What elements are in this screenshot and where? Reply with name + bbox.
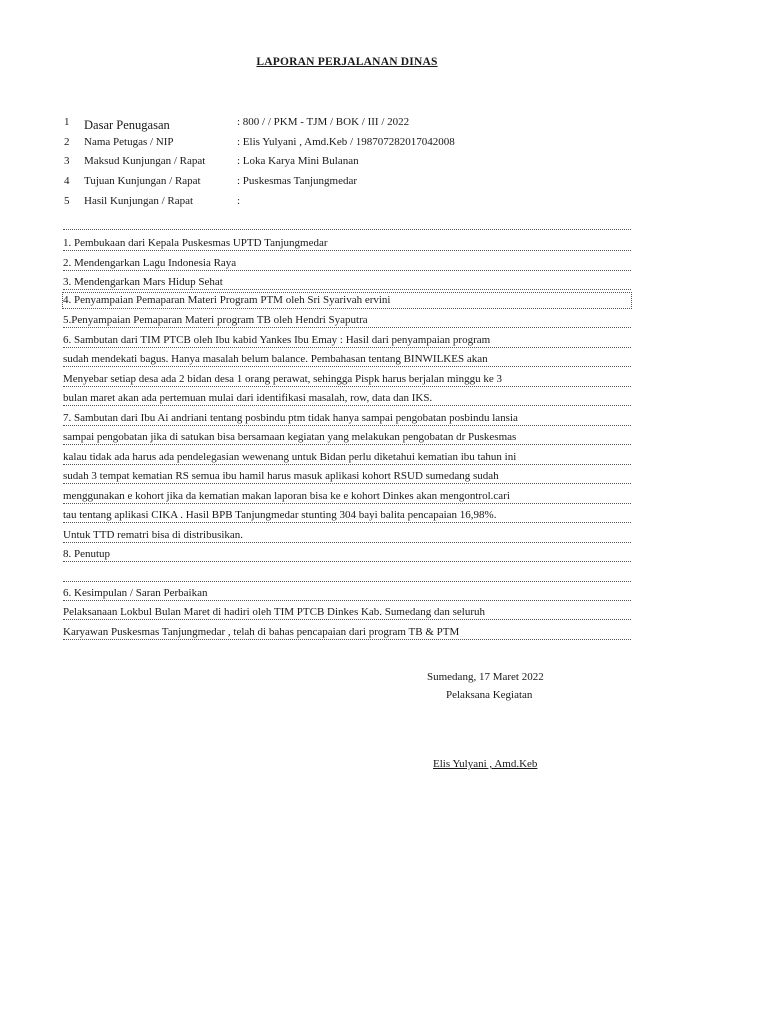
row-number: 4 bbox=[64, 175, 70, 187]
report-line: Pelaksanaan Lokbul Bulan Maret di hadiri oleh TIM PTCB Dinkes Kab. Sumedang dan seluruh bbox=[63, 605, 631, 620]
report-line: kalau tidak ada harus ada pendelegasian wewenang untuk Bidan perlu diketahui kematian ibu tahun ini bbox=[63, 450, 631, 465]
row-value: : Loka Karya Mini Bulanan bbox=[237, 155, 359, 167]
row-number: 5 bbox=[64, 195, 70, 207]
row-value: : 800 / / PKM - TJM / BOK / III / 2022 bbox=[237, 116, 410, 128]
report-line: 6. Sambutan dari TIM PTCB oleh Ibu kabid Yankes Ibu Emay : Hasil dari penyampaian program bbox=[63, 333, 631, 348]
report-line-boxed: 4. Penyampaian Pemaparan Materi Program PTM oleh Sri Syarivah ervini bbox=[62, 292, 632, 309]
report-line: 8. Penutup bbox=[63, 547, 631, 562]
report-line: sampai pengobatan jika di satukan bisa bersamaan kegiatan yang melakukan pengobatan dr Puskesmas bbox=[63, 430, 631, 445]
report-line-empty bbox=[63, 567, 631, 582]
report-line: 6. Kesimpulan / Saran Perbaikan bbox=[63, 586, 631, 601]
row-number: 3 bbox=[64, 155, 70, 167]
dotted-separator bbox=[63, 229, 631, 230]
report-line: 5.Penyampaian Pemaparan Materi program TB oleh Hendri Syaputra bbox=[63, 313, 631, 328]
report-line: 7. Sambutan dari Ibu Ai andriani tentang posbindu ptm tidak hanya sampai pengobatan posbindu lansia bbox=[63, 411, 631, 426]
report-line: sudah mendekati bagus. Hanya masalah belum balance. Pembahasan tentang BINWILKES akan bbox=[63, 352, 631, 367]
row-value: : Elis Yulyani , Amd.Keb / 198707282017042008 bbox=[237, 136, 455, 148]
row-number: 2 bbox=[64, 136, 70, 148]
report-line: Menyebar setiap desa ada 2 bidan desa 1 orang perawat, sehingga Pispk harus berjalan minggu ke 3 bbox=[63, 372, 631, 387]
row-label: Dasar Penugasan bbox=[84, 118, 170, 132]
report-line: bulan maret akan ada pertemuan mulai dari identifikasi masalah, row, data dan IKS. bbox=[63, 391, 631, 406]
report-line: sudah 3 tempat kematian RS semua ibu hamil harus masuk aplikasi kohort RSUD sumedang sudah bbox=[63, 469, 631, 484]
row-value: : Puskesmas Tanjungmedar bbox=[237, 175, 358, 187]
row-value: : bbox=[237, 195, 241, 207]
report-line: Karyawan Puskesmas Tanjungmedar , telah di bahas pencapaian dari program TB & PTM bbox=[63, 625, 631, 640]
row-label: Maksud Kunjungan / Rapat bbox=[84, 155, 206, 167]
signature-role: Pelaksana Kegiatan bbox=[446, 689, 533, 701]
signature-name: Elis Yulyani , Amd.Keb bbox=[433, 758, 538, 770]
report-line: 3. Mendengarkan Mars Hidup Sehat bbox=[63, 275, 631, 290]
row-label: Nama Petugas / NIP bbox=[84, 136, 174, 148]
report-line: 2. Mendengarkan Lagu Indonesia Raya bbox=[63, 256, 631, 271]
report-line: menggunakan e kohort jika da kematian makan laporan bisa ke e kohort Dinkes akan mengontrol.cari bbox=[63, 489, 631, 504]
row-label: Tujuan Kunjungan / Rapat bbox=[84, 175, 201, 187]
row-label: Hasil Kunjungan / Rapat bbox=[84, 195, 194, 207]
row-number: 1 bbox=[64, 116, 70, 128]
signature-place-date: Sumedang, 17 Maret 2022 bbox=[427, 671, 544, 683]
document-title: LAPORAN PERJALANAN DINAS bbox=[256, 56, 438, 68]
report-line: Untuk TTD rematri bisa di distribusikan. bbox=[63, 528, 631, 543]
report-line: 1. Pembukaan dari Kepala Puskesmas UPTD Tanjungmedar bbox=[63, 236, 631, 251]
report-line: tau tentang aplikasi CIKA . Hasil BPB Tanjungmedar stunting 304 bayi balita pencapaian 16,98%. bbox=[63, 508, 631, 523]
